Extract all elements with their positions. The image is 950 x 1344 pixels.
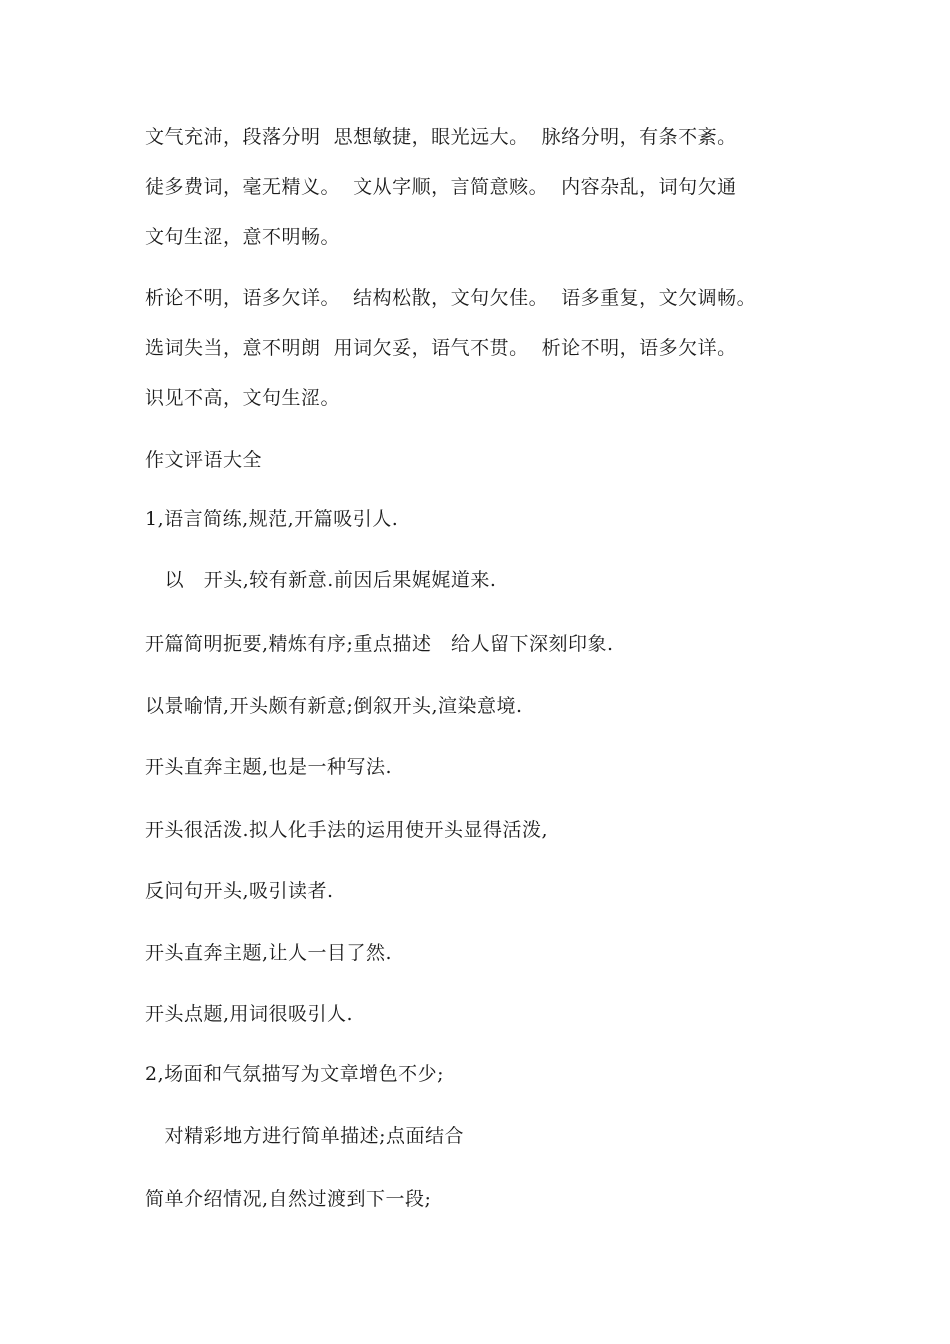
list-item: 简单介绍情况,自然过渡到下一段; — [145, 1188, 432, 1210]
section-title: 1,语言简练,规范,开篇吸引人. — [145, 508, 399, 530]
list-item: 开头直奔主题,让人一目了然. — [145, 942, 393, 964]
list-item: 开头直奔主题,也是一种写法. — [145, 756, 393, 778]
list-item: 开篇简明扼要,精炼有序;重点描述 给人留下深刻印象. — [145, 633, 614, 655]
list-item: 以景喻情,开头颇有新意;倒叙开头,渲染意境. — [145, 695, 523, 717]
comment-line: 选词失当，意不明朗 用词欠妥，语气不贯。 析论不明，语多欠详。 — [145, 337, 737, 359]
comment-line: 徒多费词，毫无精义。 文从字顺，言简意赅。 内容杂乱，词句欠通 — [145, 176, 737, 198]
comment-line: 文气充沛，段落分明 思想敏捷，眼光远大。 脉络分明，有条不紊。 — [145, 126, 737, 148]
list-item: 开头很活泼.拟人化手法的运用使开头显得活泼, — [145, 819, 549, 841]
section-heading: 作文评语大全 — [145, 449, 263, 471]
comment-line: 析论不明，语多欠详。 结构松散，文句欠佳。 语多重复，文欠调畅。 — [145, 287, 757, 309]
list-item: 对精彩地方进行简单描述;点面结合 — [145, 1125, 465, 1147]
comment-line: 识见不高，文句生涩。 — [145, 387, 341, 409]
list-item: 开头点题,用词很吸引人. — [145, 1003, 354, 1025]
list-item: 反问句开头,吸引读者. — [145, 880, 334, 902]
comment-line: 文句生涩，意不明畅。 — [145, 226, 341, 248]
list-item: 以 开头,较有新意.前因后果娓娓道来. — [145, 569, 497, 591]
section-title: 2,场面和气氛描写为文章增色不少; — [145, 1063, 445, 1085]
